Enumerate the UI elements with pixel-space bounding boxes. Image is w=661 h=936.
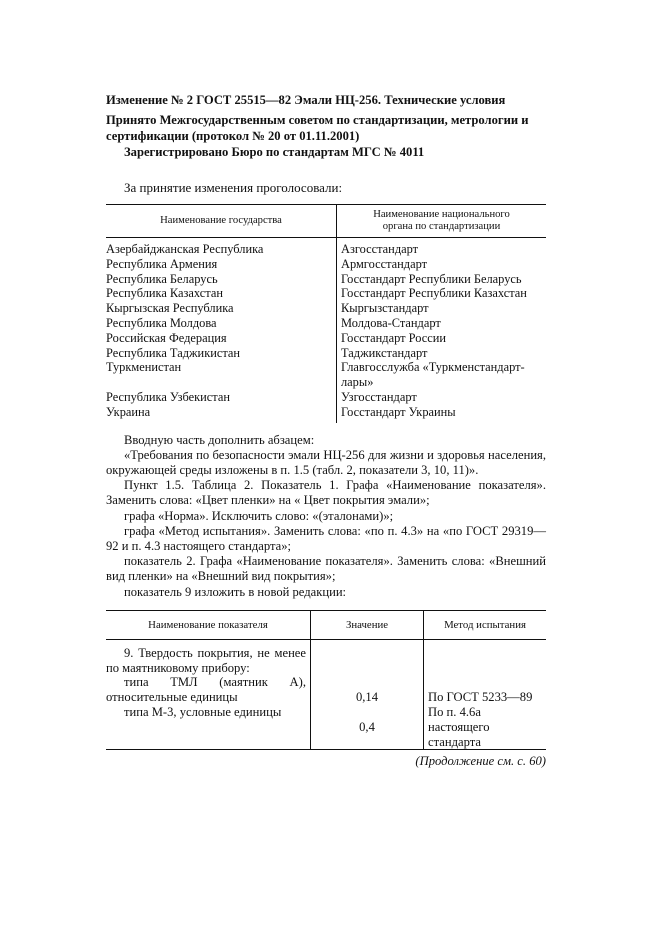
- standards-body-cell: Азгосстандарт: [341, 242, 419, 256]
- paragraph: показатель 2. Графа «Наименование показателя». Заменить слова: «Внешний вид пленки» на «Внешний вид покрытия»;: [106, 554, 546, 584]
- paragraph: Пункт 1.5. Таблица 2. Показатель 1. Графа «Наименование показателя». Заменить слова: «Цвет пленки» на « Цвет покрытия эмали»;: [106, 478, 546, 508]
- amendment-title: Изменение № 2 ГОСТ 25515—82 Эмали НЦ-256. Технические условия: [106, 93, 506, 107]
- table-row: [106, 346, 546, 361]
- indicator-heading: 9. Твердость покрытия, не менее по маятниковому прибору:: [106, 639, 311, 675]
- document-page: [106, 92, 546, 769]
- adopted-by-line-1: Принято Межгосударственным советом по стандартизации, метрологии и: [106, 113, 529, 127]
- state-cell: Российская Федерация: [106, 331, 337, 346]
- paragraph: графа «Норма». Исключить слово: «(эталонами)»;: [124, 508, 394, 523]
- column-header-standards-body: [337, 205, 547, 238]
- standards-body-cell: Госстандарт России: [341, 330, 446, 345]
- state-cell: Азербайджанская Республика: [106, 238, 337, 257]
- standards-body-cell: Армгосстандарт: [341, 256, 428, 271]
- column-header-line: Наименование национального: [373, 209, 510, 220]
- state-cell: Кыргызская Республика: [106, 301, 337, 316]
- standards-body-cell: Госстандарт Республики Казахстан: [341, 286, 527, 301]
- column-header-state: Наименование государства: [106, 205, 337, 238]
- standards-body-line: лары»: [341, 375, 374, 390]
- column-header-test-method: Метод испытания: [424, 610, 547, 639]
- standards-body-line: Главгосслужба «Туркменстандарт-: [341, 360, 525, 375]
- standards-body-cell: Узгосстандарт: [341, 389, 417, 404]
- value-cell: 0,14: [311, 675, 424, 705]
- registration-line: Зарегистрировано Бюро по стандартам МГС № 4011: [124, 145, 425, 159]
- indicator-name-cell: типа ТМЛ (маятник А), относительные единицы: [106, 675, 311, 705]
- state-cell: Украина: [106, 405, 337, 423]
- table-row: [106, 705, 546, 750]
- standards-body-cell: [337, 360, 547, 390]
- voting-table: [106, 204, 546, 423]
- continuation-note: (Продолжение см. с. 60): [415, 754, 546, 769]
- document-header: [106, 92, 546, 160]
- standards-body-cell: Таджикстандарт: [341, 345, 428, 360]
- value-cell: [311, 639, 424, 675]
- paragraph: Вводную часть дополнить абзацем:: [124, 432, 315, 447]
- table-row: [106, 360, 546, 390]
- table-row: [106, 390, 546, 405]
- state-cell: Республика Узбекистан: [106, 390, 337, 405]
- table-row: [106, 257, 546, 272]
- table-row: [106, 316, 546, 331]
- adopted-by-line-2: сертификации (протокол № 20 от 01.11.2001): [106, 129, 360, 143]
- table-row: [106, 331, 546, 346]
- state-cell: Республика Молдова: [106, 316, 337, 331]
- standards-body-cell: Кыргызстандарт: [341, 301, 429, 316]
- method-cell: [424, 639, 547, 675]
- state-cell: Республика Армения: [106, 257, 337, 272]
- value-cell: 0,4: [311, 705, 424, 750]
- table-row: [106, 301, 546, 316]
- state-cell: Республика Казахстан: [106, 286, 337, 301]
- indicator-name-cell: типа М-3, условные единицы: [106, 705, 311, 750]
- table-row: [106, 639, 546, 675]
- table-row: [106, 405, 546, 423]
- standards-body-cell: Госстандарт Украины: [341, 404, 456, 419]
- column-header-line: органа по стандартизации: [382, 221, 501, 232]
- method-cell: По п. 4.6а настоящего стандарта: [424, 705, 547, 750]
- standards-body-cell: Молдова-Стандарт: [341, 315, 441, 330]
- paragraph: «Требования по безопасности эмали НЦ-256 для жизни и здоровья населения, окружающей среды изложены в п. 1.5 (табл. 2, показатели 3, 10, 11)».: [106, 447, 546, 477]
- column-header-indicator: Наименование показателя: [106, 610, 311, 639]
- table-row: [106, 272, 546, 287]
- state-cell: Туркменистан: [106, 360, 337, 390]
- table-row: [106, 675, 546, 705]
- paragraph: показатель 9 изложить в новой редакции:: [124, 584, 347, 599]
- column-header-value: Значение: [311, 610, 424, 639]
- paragraph: графа «Метод испытания». Заменить слова: «по п. 4.3» на «по ГОСТ 29319—92 и п. 4.3 настоящего стандарта»;: [106, 523, 546, 553]
- state-cell: Республика Таджикистан: [106, 346, 337, 361]
- amendment-body: [106, 433, 546, 600]
- state-cell: Республика Беларусь: [106, 272, 337, 287]
- method-cell: По ГОСТ 5233—89: [428, 690, 533, 705]
- table-row: [106, 286, 546, 301]
- voting-intro: За принятие изменения проголосовали:: [124, 180, 343, 195]
- table-row: [106, 238, 546, 257]
- indicator-table: [106, 610, 546, 751]
- standards-body-cell: Госстандарт Республики Беларусь: [341, 271, 522, 286]
